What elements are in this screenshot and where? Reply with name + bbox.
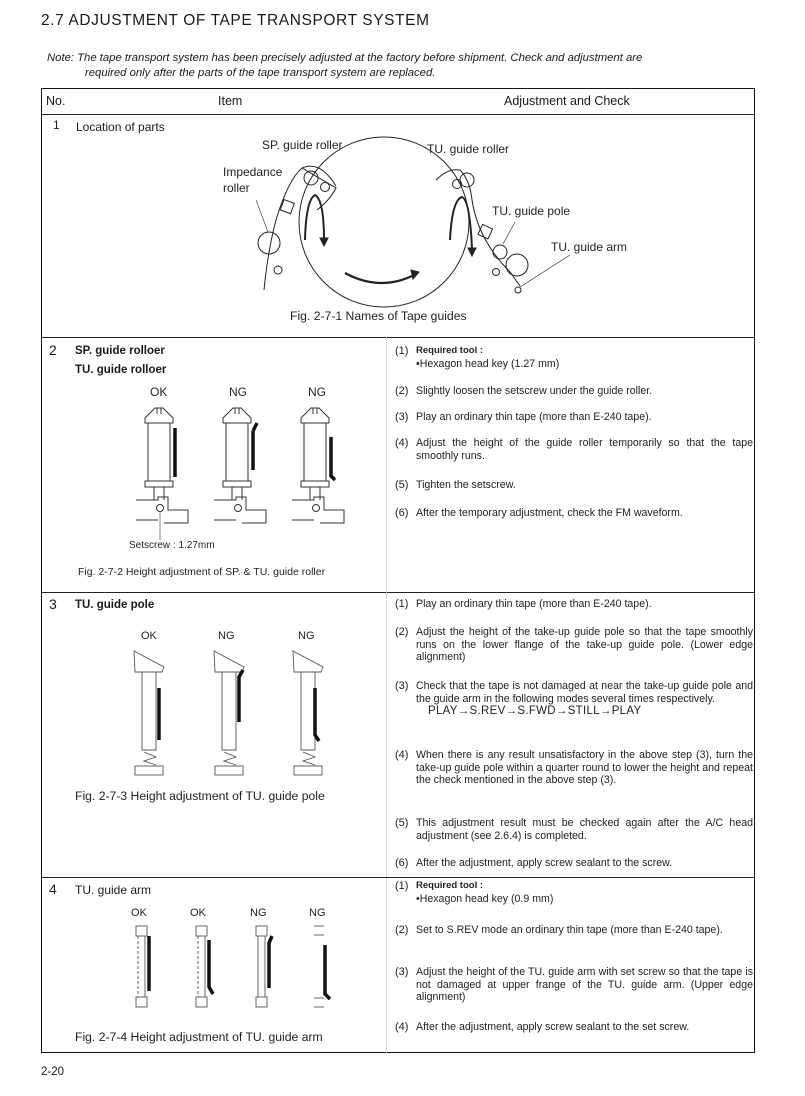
guide-arm-ok-1-icon <box>136 926 147 1007</box>
step-heading: Required tool : <box>416 880 484 891</box>
section-3-number: 3 <box>49 596 57 612</box>
step-number: (1) <box>395 598 409 610</box>
fig4-state-1: OK <box>131 907 147 919</box>
step-text: This adjustment result must be checked again after the A/C head adjustment (see 2.6.4) is completed. <box>416 817 753 842</box>
fig3-state-3: NG <box>298 630 315 642</box>
step-number: (5) <box>395 817 409 829</box>
step-number: (4) <box>395 749 409 761</box>
step-number: (6) <box>395 507 409 519</box>
fig3-state-1: OK <box>141 630 157 642</box>
step-text: Adjust the height of the guide roller temporarily so that the tape smoothly runs. <box>416 437 753 462</box>
fig4-state-4: NG <box>309 907 326 919</box>
note-line-1: Note: The tape transport system has been precisely adjusted at the factory before shipment. Check and adjustment are <box>47 52 643 64</box>
fig-2-7-2-caption: Fig. 2-7-2 Height adjustment of SP. & TU. guide roller <box>78 566 326 578</box>
label-sp-guide-roller: SP. guide roller <box>262 138 343 152</box>
header-adjustment: Adjustment and Check <box>504 94 630 108</box>
section-title: 2.7 ADJUSTMENT OF TAPE TRANSPORT SYSTEM <box>41 12 430 29</box>
fig2-state-3: NG <box>308 385 326 399</box>
step-text: When there is any result unsatisfactory in the above step (3), turn the take-up guide pole within a quarter round to lower the height and repeat the check mentioned in the above step (3). <box>416 749 753 786</box>
step-text: Adjust the height of the take-up guide pole so that the tape smoothly runs on the lower flange of the take-up guide pole. (Lower edge alignment) <box>416 626 753 663</box>
step-number: (4) <box>395 1021 409 1033</box>
section-1-number: 1 <box>53 118 60 132</box>
fig2-state-2: NG <box>229 385 247 399</box>
section-1-item: Location of parts <box>76 120 165 134</box>
section-4-step-2 <box>395 924 753 937</box>
label-tu-guide-pole: TU. guide pole <box>492 204 571 218</box>
fig2-state-1: OK <box>150 385 168 399</box>
step-number: (4) <box>395 437 409 449</box>
guide-arm-ng-1-icon <box>256 926 267 1007</box>
label-tu-guide-roller: TU. guide roller <box>427 142 510 156</box>
step-number: (3) <box>395 411 409 423</box>
step-text: Play an ordinary thin tape (more than E-240 tape). <box>416 598 652 610</box>
step-text: Adjust the height of the TU. guide arm with set screw so that the tape is not damaged at upper frange of the TU. guide arm. (Upper edge alignment) <box>416 966 753 1003</box>
mode-sequence: PLAY→S.REV→S.FWD→STILL→PLAY <box>428 705 642 717</box>
section-4-step-4 <box>395 1021 753 1034</box>
step-text: •Hexagon head key (1.27 mm) <box>416 357 560 370</box>
step-number: (2) <box>395 626 409 638</box>
guide-arm-ok-2-icon <box>196 926 207 1007</box>
label-impedance-1: Impedance <box>223 165 283 179</box>
section-3-item: TU. guide pole <box>75 599 155 611</box>
fig-2-7-1-caption: Fig. 2-7-1 Names of Tape guides <box>290 309 467 323</box>
step-number: (2) <box>395 924 409 936</box>
note-line-2: required only after the parts of the tape transport system are replaced. <box>85 67 436 79</box>
step-number: (3) <box>395 680 409 692</box>
page-number: 2-20 <box>41 1066 65 1078</box>
fig-2-7-4-caption: Fig. 2-7-4 Height adjustment of TU. guide arm <box>75 1030 323 1044</box>
fig4-state-3: NG <box>250 907 267 919</box>
section-4-step-1 <box>395 880 753 905</box>
step-text: •Hexagon head key (0.9 mm) <box>416 892 554 905</box>
fig3-state-2: NG <box>218 630 235 642</box>
step-number: (2) <box>395 385 409 397</box>
step-text: Tighten the setscrew. <box>416 479 516 491</box>
step-number: (1) <box>395 880 409 892</box>
step-number: (1) <box>395 345 409 357</box>
fig4-state-2: OK <box>190 907 206 919</box>
step-number: (3) <box>395 966 409 978</box>
step-heading: Required tool : <box>416 345 484 356</box>
section-2-item-line1: SP. guide rolloer <box>75 345 165 357</box>
section-2-number: 2 <box>49 342 57 358</box>
setscrew-label: Setscrew : 1.27mm <box>129 540 215 551</box>
step-text: After the temporary adjustment, check the FM waveform. <box>416 507 683 519</box>
step-text: Check that the tape is not damaged at near the take-up guide pole and the guide arm in the following modes several times respectively. <box>416 680 753 705</box>
step-text: Slightly loosen the setscrew under the guide roller. <box>416 385 653 397</box>
step-number: (6) <box>395 857 409 869</box>
header-no: No. <box>46 94 66 108</box>
step-text: After the adjustment, apply screw sealant to the screw. <box>416 857 673 869</box>
guide-arm-ng-2-icon <box>314 926 324 1007</box>
section-4-item: TU. guide arm <box>75 883 152 897</box>
step-number: (5) <box>395 479 409 491</box>
step-text: After the adjustment, apply screw sealant to the set screw. <box>416 1021 690 1033</box>
step-text: Play an ordinary thin tape (more than E-240 tape). <box>416 411 652 423</box>
section-4-number: 4 <box>49 881 57 897</box>
section-4-step-3 <box>395 966 753 1004</box>
section-2-item-line2: TU. guide rolloer <box>75 364 167 376</box>
header-item: Item <box>218 94 243 108</box>
label-tu-guide-arm: TU. guide arm <box>551 240 628 254</box>
step-text: Set to S.REV mode an ordinary thin tape (more than E-240 tape). <box>416 924 723 936</box>
fig-2-7-3-caption: Fig. 2-7-3 Height adjustment of TU. guide pole <box>75 789 325 803</box>
label-impedance-2: roller <box>223 181 250 195</box>
